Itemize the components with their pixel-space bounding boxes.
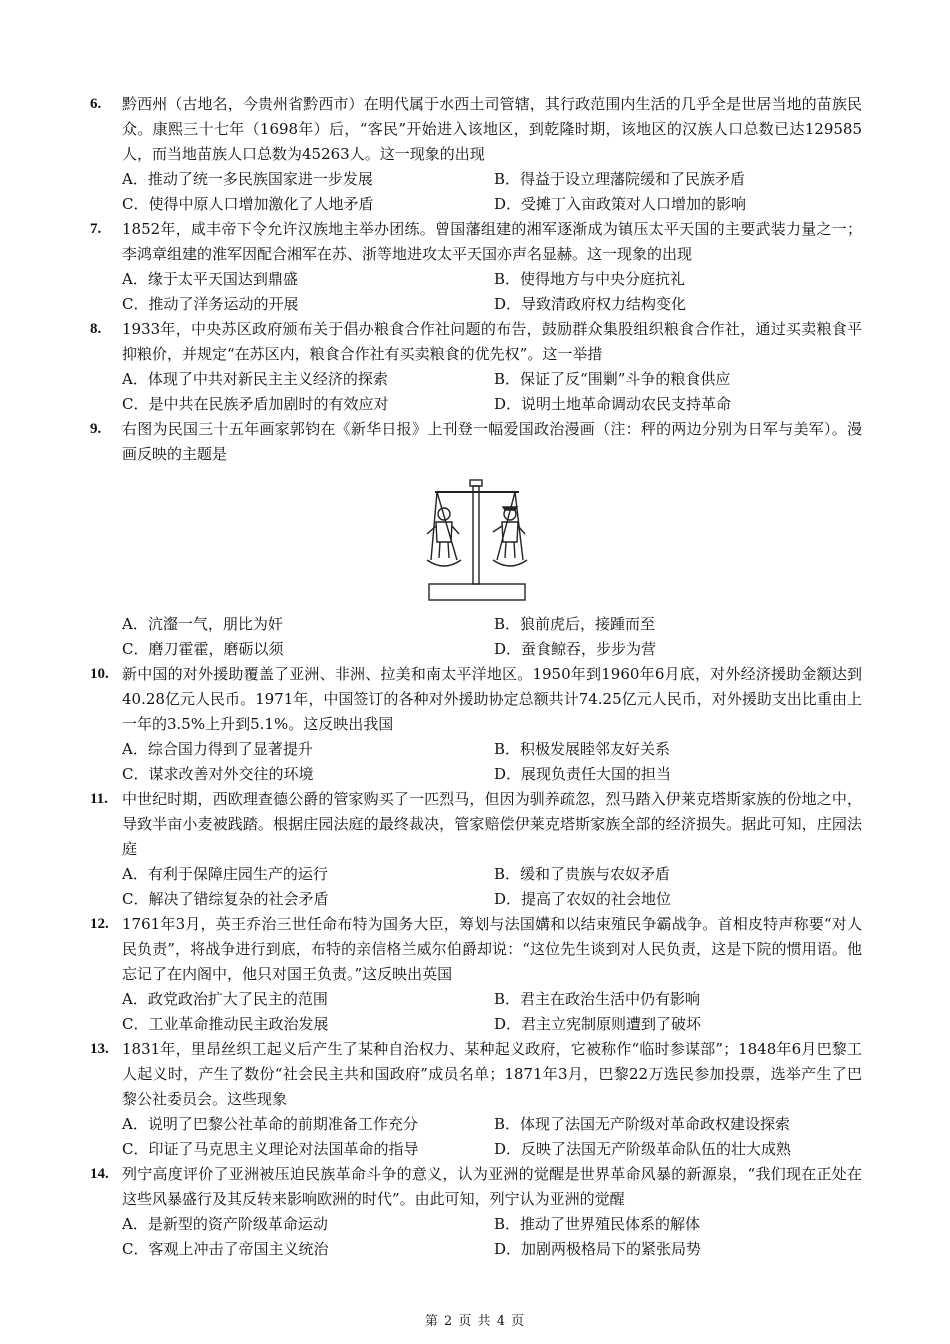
option-a: A．有利于保障庄园生产的运行 xyxy=(122,865,328,883)
option-c: C．工业革命推动民主政治发展 xyxy=(122,1015,329,1033)
option-d: D．受摊丁入亩政策对人口增加的影响 xyxy=(494,195,747,213)
option-c: C．解决了错综复杂的社会矛盾 xyxy=(122,890,329,908)
question-14 xyxy=(90,1162,862,1262)
question-stem: 中世纪时期，西欧理查德公爵的管家购买了一匹烈马，但因为驯养疏忽，烈马踏入伊莱克塔斯家族的份地之中，导致半亩小麦被践踏。根据庄园法庭的最终裁决，管家赔偿伊莱克塔斯家族全部的经济损失。据此可知，庄园法庭 xyxy=(122,790,862,858)
option-c: C．印证了马克思主义理论对法国革命的指导 xyxy=(122,1140,419,1158)
scale-cartoon-illustration xyxy=(421,476,531,604)
option-d: D．提高了农奴的社会地位 xyxy=(494,890,672,908)
option-a: A．缘于太平天国达到鼎盛 xyxy=(122,270,298,288)
option-b: B．推动了世界殖民体系的解体 xyxy=(494,1215,701,1233)
option-b: B．使得地方与中央分庭抗礼 xyxy=(494,270,686,288)
option-a: A．说明了巴黎公社革命的前期准备工作充分 xyxy=(122,1115,418,1133)
option-b: B．缓和了贵族与农奴矛盾 xyxy=(494,865,671,883)
option-b: B．体现了法国无产阶级对革命政权建设探索 xyxy=(494,1115,791,1133)
question-9 xyxy=(90,417,862,662)
political-cartoon-image xyxy=(90,467,862,612)
question-number: 7. xyxy=(90,221,102,237)
option-d: D．导致清政府权力结构变化 xyxy=(494,295,687,313)
option-c: C．使得中原人口增加激化了人地矛盾 xyxy=(122,195,374,213)
question-stem: 右图为民国三十五年画家郭钧在《新华日报》上刊登一幅爱国政治漫画（注：秤的两边分别为日军与美军）。漫画反映的主题是 xyxy=(122,420,862,463)
question-number: 6. xyxy=(90,96,102,112)
question-number: 11. xyxy=(90,791,108,807)
question-7 xyxy=(90,217,862,317)
question-number: 9. xyxy=(90,421,102,437)
question-number: 8. xyxy=(90,321,102,337)
option-b: B．保证了反“围剿”斗争的粮食供应 xyxy=(494,370,731,388)
option-a: A．是新型的资产阶级革命运动 xyxy=(122,1215,328,1233)
option-a: A．沆瀣一气，朋比为奸 xyxy=(122,615,283,633)
option-d: D．加剧两极格局下的紧张局势 xyxy=(494,1240,702,1258)
question-8 xyxy=(90,317,862,417)
option-b: B．君主在政治生活中仍有影响 xyxy=(494,990,701,1008)
question-stem: 1831年，里昂丝织工起义后产生了某种自治权力、某种起义政府，它被称作“临时参谋部”；1848年6月巴黎工人起义时，产生了数份“社会民主共和国政府”成员名单；1871年3月，巴黎22万选民参加投票，选举产生了巴黎公社委员会。这些现象 xyxy=(122,1040,862,1108)
question-10 xyxy=(90,662,862,787)
exam-page xyxy=(90,92,862,1262)
question-stem: 1761年3月，英王乔治三世任命布特为国务大臣，筹划与法国媾和以结束殖民争霸战争。首相皮特声称要“对人民负责”，将战争进行到底，布特的亲信格兰威尔伯爵却说：“这位先生谈到对人民负责，这是下院的惯用语。他忘记了在内阁中，他只对国王负责。”这反映出英国 xyxy=(122,915,862,983)
question-stem: 1852年，咸丰帝下令允许汉族地主举办团练。曾国藩组建的湘军逐渐成为镇压太平天国的主要武装力量之一；李鸿章组建的淮军因配合湘军在苏、浙等地进攻太平天国亦声名显赫。这一现象的出现 xyxy=(122,220,862,263)
question-number: 14. xyxy=(90,1166,109,1182)
page-number-label: 第 2 页 共 4 页 xyxy=(424,1314,526,1329)
page-footer xyxy=(0,1310,950,1329)
option-b: B．狼前虎后，接踵而至 xyxy=(494,615,656,633)
question-stem: 1933年，中央苏区政府颁布关于倡办粮食合作社问题的布告，鼓励群众集股组织粮食合作社，通过买卖粮食平抑粮价，并规定“在苏区内，粮食合作社有买卖粮食的优先权”。这一举措 xyxy=(122,320,862,363)
question-stem: 列宁高度评价了亚洲被压迫民族革命斗争的意义，认为亚洲的觉醒是世界革命风暴的新源泉，“我们现在正处在这些风暴盛行及其反转来影响欧洲的时代”。由此可知，列宁认为亚洲的觉醒 xyxy=(122,1165,862,1208)
option-c: C．客观上冲击了帝国主义统治 xyxy=(122,1240,329,1258)
question-number: 10. xyxy=(90,666,109,682)
option-a: A．推动了统一多民族国家进一步发展 xyxy=(122,170,373,188)
question-13 xyxy=(90,1037,862,1162)
question-6 xyxy=(90,92,862,217)
option-d: D．反映了法国无产阶级革命队伍的壮大成熟 xyxy=(494,1140,792,1158)
question-number: 13. xyxy=(90,1041,109,1057)
option-a: A．政党政治扩大了民主的范围 xyxy=(122,990,328,1008)
option-d: D．展现负责任大国的担当 xyxy=(494,765,672,783)
option-b: B．积极发展睦邻友好关系 xyxy=(494,740,671,758)
option-c: C．推动了洋务运动的开展 xyxy=(122,295,299,313)
option-c: C．是中共在民族矛盾加剧时的有效应对 xyxy=(122,395,389,413)
option-d: D．蚕食鲸吞，步步为营 xyxy=(494,640,657,658)
option-b: B．得益于设立理藩院缓和了民族矛盾 xyxy=(494,170,746,188)
question-11 xyxy=(90,787,862,912)
question-stem: 黔西州（古地名，今贵州省黔西市）在明代属于水西土司管辖，其行政范围内生活的几乎全是世居当地的苗族民众。康熙三十七年（1698年）后，“客民”开始进入该地区，到乾隆时期，该地区的汉族人口总数已达129585人，而当地苗族人口总数为45263人。这一现象的出现 xyxy=(122,95,862,163)
question-stem: 新中国的对外援助覆盖了亚洲、非洲、拉美和南太平洋地区。1950年到1960年6月底，对外经济援助金额达到40.28亿元人民币。1971年，中国签订的各种对外援助协定总额共计74.25亿元人民币，对外援助支出比重由上一年的3.5%上升到5.1%。这反映出我国 xyxy=(122,665,862,733)
question-12 xyxy=(90,912,862,1037)
question-number: 12. xyxy=(90,916,109,932)
option-d: D．君主立宪制原则遭到了破坏 xyxy=(494,1015,702,1033)
option-c: C．谋求改善对外交往的环境 xyxy=(122,765,314,783)
option-d: D．说明土地革命调动农民支持革命 xyxy=(494,395,732,413)
option-a: A．综合国力得到了显著提升 xyxy=(122,740,313,758)
option-a: A．体现了中共对新民主主义经济的探索 xyxy=(122,370,388,388)
option-c: C．磨刀霍霍，磨砺以须 xyxy=(122,640,284,658)
